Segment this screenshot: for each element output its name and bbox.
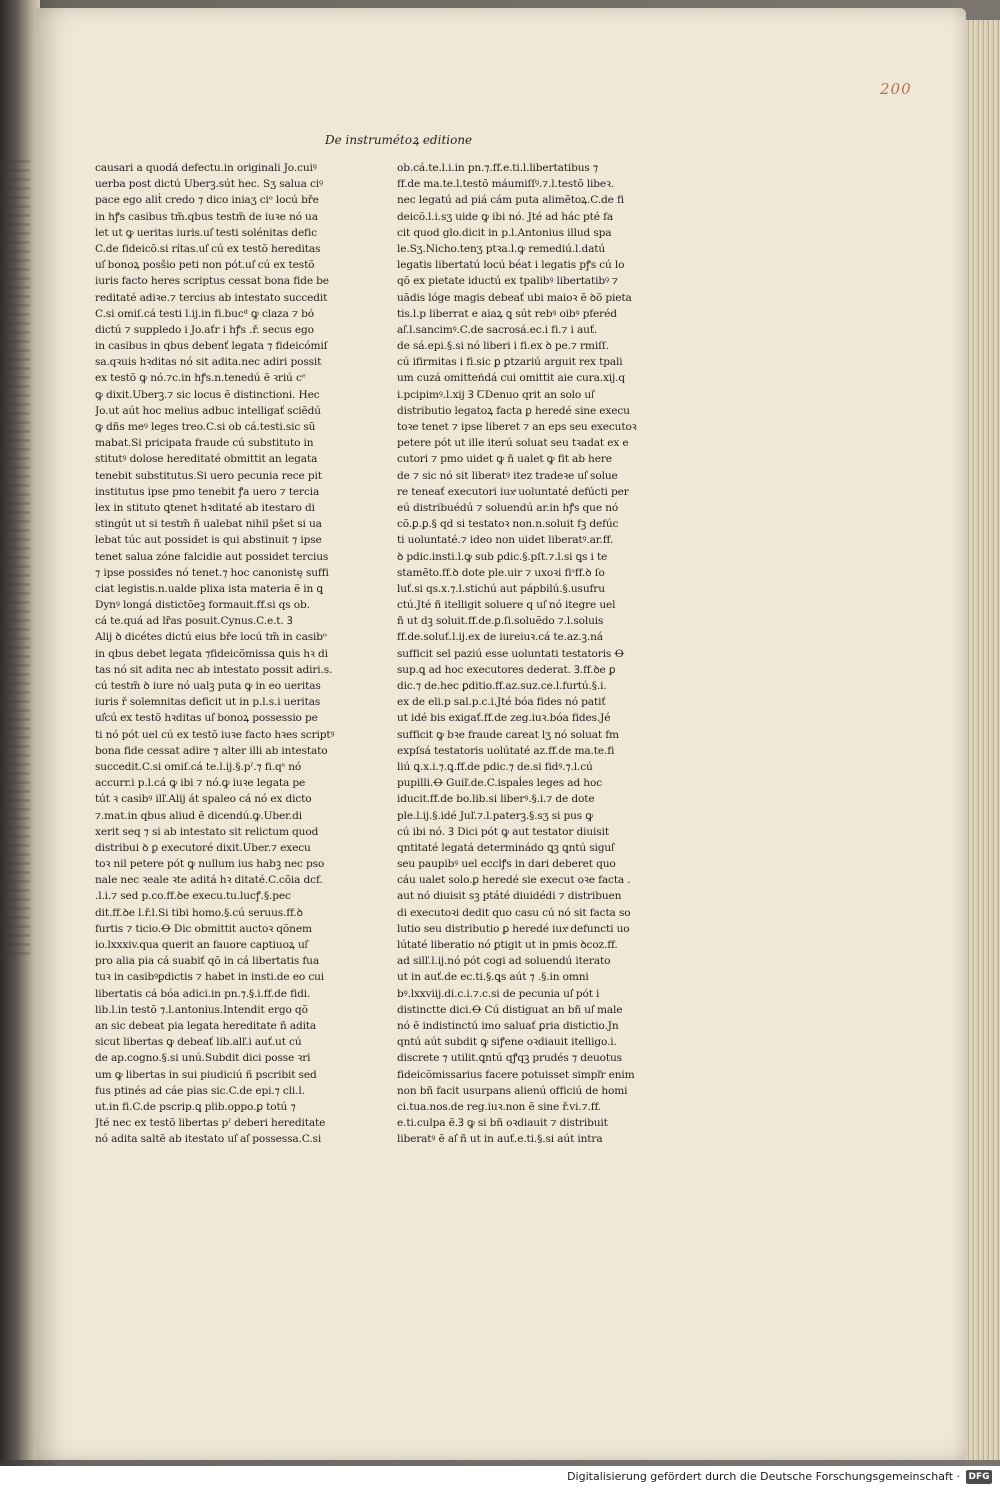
- text-line: C.de fideicõ.si rítas.ul͛ cú ex testõ hereditas: [95, 242, 321, 255]
- text-line: libertatis cá bóa adici.in pn.⁊.§.i.ff.de fidi.: [95, 987, 311, 1000]
- text-line: in casibus in qbus debenť legata ⁊ fideicómiſ: [95, 340, 328, 353]
- text-line: distinctte dici.Ꝋ Cú distiguat an bñ ul͛ male: [397, 1003, 623, 1016]
- text-line: ꝺ pdic.insti.l.ꝙ sub ꝑdic.§.pſt.⁊.l.si ꝗs i te: [397, 550, 608, 563]
- text-line: qntitaté legatá determinádo ꝗꝫ ꝗntú sigul͛: [397, 841, 614, 854]
- text-line: bꝰ.lxxviij.di.c.i.⁊.c.si de pecunia ul͛ pót i: [397, 987, 600, 1000]
- text-line: tenebit substitutus.Si uero pecunia rece pit: [95, 469, 322, 482]
- left-text-column: [95, 160, 357, 1147]
- funding-notice: Digitalisierung gefördert durch die Deutsche Forschungsgemeinschaft ·: [567, 1470, 960, 1483]
- text-line: cú testm̃ ꝺ iure nó ualꝫ puta ꝙ in eo ueritas: [95, 680, 321, 692]
- text-line: eú distribuédú ⁊ soluendú ar.in hꝭs que nó: [397, 501, 619, 514]
- text-line: iuris ř solemnitas deficit ut in p.l.s.i ueritas: [95, 696, 321, 709]
- text-line: fideicõmissarius facere potuisset simpľr enim: [397, 1068, 635, 1081]
- text-line: cáu ualet solo.ꝑ heredé sie execut oꝛe facta .: [397, 874, 631, 887]
- text-line: lex in stituto ꝗtenet hꝛditaté ab itestaro di: [95, 501, 315, 514]
- text-line: .l.i.⁊ sed p.co.ff.ꝺe execu.tu.lucꝭ.§.pec: [95, 890, 291, 903]
- text-line: nó ẽ indistinctú imo saluať ꝑria distictio.Jn: [397, 1019, 619, 1032]
- text-line: ciat legistis.n.ualde plixa ista materia ẽ in ꝗ: [95, 582, 324, 595]
- text-line: distribui ꝺ ꝑ executoré dixit.Uber.⁊ execu: [95, 841, 311, 854]
- text-line: ⁊ ipse possiđes nó tenet.⁊ hoc canonistę suffi: [95, 566, 329, 579]
- text-line: dictú ⁊ suppledo i Jo.aťr i hꝭs .ř. secus ego: [95, 323, 314, 336]
- text-line: lútaté liberatio nó ꝑtigit ut in pmis ꝺcoz.ff.: [397, 939, 618, 951]
- text-line: uãdis lóge magis debeať ubi maioꝛ ẽ ꝺõ pieta: [397, 291, 632, 304]
- text-line: ex testõ ꝙ nó.⁊c.in hꝭs.n.tenedú ẽ ꝛriú cᵉ: [95, 372, 306, 385]
- text-line: in qbus debet legata ⁊fideicõmissa ꝗuis hꝛ di: [95, 647, 328, 660]
- text-line: ff.de ma.te.l.testõ máumiſſꝰ.⁊.l.testõ libeꝛ.: [397, 178, 615, 191]
- text-line: ꝙ dñs meꝰ leges treo.C.si ob cá.testi.sic sũ: [95, 421, 316, 433]
- text-line: Dynꝰ longá distictõeꝫ formauit.ff.si qs ob.: [95, 599, 310, 612]
- text-line: e.ti.culpa ẽ.Ꝫ ꝙ si bñ oꝛdiauit ⁊ distribuit: [397, 1117, 608, 1130]
- text-line: expſsá testatoris uolútaté az.ff.de ma.te.fi: [397, 744, 615, 757]
- text-line: deicõ.l.i.sʒ uide ꝙ ibi nó. Jté ad hác pté fa: [397, 210, 614, 223]
- footer-bar: [0, 1466, 1000, 1489]
- text-line: cá te.quá ad lr̃as posuit.Cynus.C.e.t. Ꝫ: [95, 615, 293, 628]
- text-line: Jté nec ex testõ libertas pˀ deberi hereditate: [95, 1117, 326, 1130]
- text-line: sicut libertas ꝙ debeať lib.alľ.i auť.ut cú: [95, 1036, 302, 1049]
- folio-number: 200: [880, 80, 912, 98]
- text-line: ul͛ bonoꝝ posšio peti non pót.ul͛ cú ex testõ: [95, 259, 315, 272]
- text-line: ctú.Jté ñ itelligit soluere q ul͛ nó itegre uel: [397, 599, 616, 612]
- text-line: aut nó diuisit sꝫ ptáté diuidédi ⁊ distribuen: [397, 890, 622, 903]
- text-line: toꝛe tenet ⁊ ipse liberet ⁊ an eps seu executoꝛ: [397, 421, 637, 433]
- text-line: uerba post dictú Uberꝫ.sút hec. Sʒ salua ciꝰ: [95, 178, 323, 191]
- text-line: um cuzá omitteńdá cui omittit aie cura.xij.q: [397, 372, 626, 385]
- text-line: ut in auť.de ec.ti.§.ꝗs aút ⁊ .§.in omni: [397, 971, 589, 984]
- text-line: iuris facto heres scriptus cessat bona fide be: [95, 275, 329, 288]
- text-line: xerit seq ⁊ si ab intestato sit relictum quod: [95, 825, 319, 838]
- text-line: fus ptinés ad cáe pias sic.C.de epi.⁊ cli.l.: [95, 1084, 305, 1097]
- text-line: furtis ⁊ ticio.Ꝋ Dic obmittit auctoꝛ qõnem: [95, 922, 312, 935]
- text-line: ut idé bis exigať.ff.de zeg.iuꝛ.bóa fides.Jé: [397, 712, 611, 725]
- text-line: ut.in fi.C.de pscrip.ꝗ plib.oppo.ꝑ totú ⁊: [95, 1100, 296, 1113]
- text-line: cõ.ꝑ.ꝑ.§ qd si testatoꝛ non.n.soluit fꝫ defúc: [397, 518, 619, 531]
- text-line: toꝛ nil petere pót ꝙ nullum ius habꝫ nec pso: [95, 858, 325, 871]
- text-line: de ⁊ sic nó sit liberatꝰ itez tradeꝛe ul͛ solue: [397, 469, 618, 482]
- text-line: stingút ut si testm̃ ñ ualebat nihil pšet si ua: [95, 518, 322, 531]
- text-line: de ap.cogno.§.si unú.Subdit dici posse ꝛri: [95, 1052, 311, 1065]
- text-line: ti nó pót uel cú ex testõ iuꝛe facto hꝛes scriptꝰ: [95, 728, 335, 741]
- text-line: di executoꝛi dedit quo casu cú nó sit facta so: [397, 906, 631, 919]
- text-line: dic.⁊ de.hec ꝑditio.ff.az.suz.ce.l.furtú.§.i.: [397, 680, 607, 692]
- text-line: accurr.i p.l.cá ꝙ ibi ⁊ nó.ꝙ iuꝛe legata pe: [95, 777, 306, 790]
- text-line: petere pót ut ille iterú soluat seu tꝛadat ex e: [397, 437, 629, 450]
- text-line: luť.si qs.x.⁊.l.stichú aut pápbilú.§.usufru: [397, 582, 605, 595]
- text-line: sufficit sel paziú esse uoluntati testatoris Ꝋ: [397, 647, 625, 660]
- text-line: in hꝭs casibus tm̃.qbus testm̃ de iuꝛe nó ua: [95, 210, 318, 223]
- text-line: succedit.C.si omiſ.cá te.l.ij.§.pˀ.⁊ fi.qˢ nó: [95, 760, 302, 773]
- text-line: qntú aút subdit ꝙ siꝭene oꝛdiauit itelligo.i.: [397, 1036, 617, 1049]
- text-line: le.Sʒ.Nicho.tenʒ ptꝛa.l.ꝙ remediú.l.datú: [397, 242, 606, 255]
- text-line: distributio legatoꝝ facta ꝑ heredé sine execu: [397, 404, 630, 417]
- text-line: pro alia pia cá suabiť qõ in cá libertatis fua: [95, 955, 320, 968]
- text-line: ti uoluntaté.⁊ ideo non uidet liberatꝰ.ar.ff.: [397, 534, 614, 547]
- text-line: cú ibi nó. Ꝫ Dici pót ꝙ aut testator diuisit: [397, 825, 609, 838]
- text-line: lib.l.in testõ ⁊.l.antonius.Intendit ergo qõ: [95, 1003, 308, 1016]
- text-line: ul͛cú ex testõ hꝛditas ul͛ bonoꝝ possessio pe: [95, 712, 318, 725]
- text-line: non bñ facit usurpans alienú officiú de homi: [397, 1084, 628, 1097]
- text-line: sufficit ꝙ bꝛe fraude careat lʒ nó soluat fm: [397, 728, 619, 741]
- text-line: ex de eli.p sal.p.c.i.Jté bóa fides nó patiť: [397, 696, 606, 709]
- text-line: liberatꝰ ẽ al͛ ñ ut in auť.e.ti.§.si aút intra: [397, 1133, 603, 1146]
- text-line: cutori ⁊ pmo uidet ꝙ ñ ualet ꝙ fit ab here: [397, 453, 612, 466]
- text-line: pupilli.Ꝋ Guiľ.de.C.ispaĺes leges ad hoc: [397, 777, 602, 790]
- text-line: institutus ipse pmo tenebit ꝭa uero ⁊ tercia: [95, 485, 320, 498]
- dfg-logo: DFG: [966, 1470, 992, 1484]
- text-line: C.si omiſ.cá testi l.ij.in fi.bucᵈ ꝙ claza ⁊ bó: [95, 307, 314, 320]
- text-line: tis.l.p liberrat e aiaꝝ ꝗ sút rebꝰ oibꝰ pferéd: [397, 307, 617, 320]
- text-line: let ut ꝙ ueritas iuris.ul͛ testi solénitas defic: [95, 226, 317, 239]
- text-line: legatis libertatú locú béat i legatis pꝭs cú lo: [397, 259, 625, 272]
- text-line: ñ ut dꝫ soluit.ff.de.ꝑ.ſi.soluẽdo ⁊.l.soluis: [397, 615, 604, 628]
- text-line: sup.ꝗ ad hoc executores dederat. Ꝫ.ff.ꝺe ꝑ: [397, 663, 616, 676]
- text-line: cit quod glo.dicit in p.l.Antonius illud spa: [397, 226, 612, 239]
- text-line: Alij ꝺ dicétes dictú eius bře locú tm̃ in casibᵒ: [95, 631, 327, 644]
- text-line: pace ego aliṫ credo ⁊ dico iniaʒ ciᵒ locú bře: [95, 194, 319, 207]
- text-line: ple.l.ij.§.idé Juľ.⁊.l.paterꝫ.§.sʒ si pus ꝙ: [397, 809, 594, 822]
- text-line: tút ꝛ casibꝰ ilľ.Alij át spaleo cá nó ex dicto: [95, 793, 312, 806]
- text-line: um ꝙ libertas in sui piudiciú ñ pscribit sed: [95, 1068, 317, 1081]
- text-line: ad silľ.l.ij.nó pót cogi ad soluendú iterato: [397, 955, 611, 968]
- text-line: tas nó sit adita nec ab intestato possit adiri.s.: [95, 663, 333, 676]
- text-line: de sá.epi.§.si nó liberi i fi.ex ꝺ pe.⁊ rmiſſ.: [397, 340, 609, 353]
- text-line: al͛.l.sancimꝰ.C.de sacrosá.ec.i fi.⁊ i auť.: [397, 323, 598, 336]
- text-line: Jo.ut aút hoc melius adbuc intelligať sciẽdú: [95, 404, 321, 417]
- text-line: tenet salua zóne falcidie aut possidet tercius: [95, 550, 329, 563]
- text-line: bona fide cessat adire ⁊ alter illi ab intestato: [95, 744, 328, 757]
- text-line: lutio seu distributio ꝑ heredé iuxͣ defuncti uo: [397, 922, 630, 935]
- text-line: liú ꝗ.x.i.⁊.ꝗ.ff.de pdic.⁊ de.si fidꝰ.⁊.l.cú: [397, 760, 593, 773]
- text-line: nó adita saltẽ ab itestato ul͛ al͛ possessa.C.si: [95, 1133, 322, 1146]
- text-line: io.lxxxiv.qua querit an fauore captiuoꝝ ul͛: [95, 939, 308, 951]
- text-line: ci.tua.nos.de reg.iuꝛ.non ẽ sine ř.vi.⁊.ff.: [397, 1100, 602, 1113]
- running-head: De instrumétoꝝ editione: [325, 133, 473, 147]
- text-line: reditaté adiꝛe.⁊ tercius ab intestato succedit: [95, 291, 328, 304]
- text-line: nec legatú ad piá cám puta alimẽtoꝝ.C.de fi: [397, 194, 625, 207]
- previous-page-text-bleed: [0, 160, 30, 960]
- text-line: ⁊.mat.in qbus aliud ẽ dicendú.ꝙ.Uber.di: [95, 809, 302, 822]
- text-line: stitutꝰ dolose hereditaté obmittit an legata: [95, 453, 318, 466]
- text-line: sa.qꝛuis hꝛditas nó sit adita.nec adiri possit: [95, 356, 322, 369]
- text-line: tuꝛ in casibꝰꝑdictis ⁊ habet in insti.de eo cui: [95, 971, 325, 984]
- text-line: i.pcipimꝰ.l.xij Ꝫ ꞆDenuo qrit an solo ul͛: [397, 388, 594, 401]
- right-text-column: [397, 160, 659, 1147]
- text-line: mabat.Si pricipata fraude cú substituto in: [95, 437, 314, 450]
- text-line: dit.ff.ꝺe l.ř.l.Si tibi homo.§.cú seruus.ff.ꝺ: [95, 906, 303, 919]
- text-line: lebat túc aut possidet is qui abstinuit ⁊ ipse: [95, 534, 322, 547]
- text-line: seu paupibꝰ uel ecclꝭs in dari deberet quo: [397, 858, 616, 871]
- text-line: an sic debeat pia legata hereditate ñ adita: [95, 1019, 317, 1032]
- text-line: nale nec ꝛeale ꝛte aditá hꝛ ditaté.C.cõia dcf.: [95, 874, 323, 887]
- text-line: ob.cá.te.l.i.in pn.⁊.ff.e.ti.l.libertatibus ⁊: [397, 162, 599, 174]
- text-line: qõ ex pietate iductú ex tpalibꝰ libertatibꝰ ⁊: [397, 275, 618, 288]
- text-line: causari a quodá defectu.in originali Jo.cuiꝰ: [95, 162, 317, 174]
- previous-page-edge: [0, 0, 40, 1460]
- text-line: ꝙ dixit.Uberꝫ.⁊ sic locus ẽ distinctioni. Hec: [95, 388, 320, 401]
- text-line: re teneať executori iuxͣ uoluntaté defúcti per: [397, 485, 629, 498]
- text-line: iducit.ff.de bo.lib.si liberꝰ.§.i.⁊ de dote: [397, 793, 595, 806]
- text-line: cú ifirmitas i fi.sic ꝑ ꝑtzariú arguit rex tpali: [397, 356, 623, 369]
- text-line: stamẽto.ff.ꝺ dote ple.uir ⁊ uxoꝛi fiˢff.ꝺ ſo: [397, 566, 605, 579]
- book-page-edges: [960, 20, 1000, 1460]
- text-line: ff.de.soluť.l.ij.ex de iureiuꝛ.cá te.az.ꝫ.ná: [397, 631, 603, 644]
- text-line: discrete ⁊ utilit.ꝗntú qꝭqꝫ prudés ⁊ deuotus: [397, 1052, 622, 1065]
